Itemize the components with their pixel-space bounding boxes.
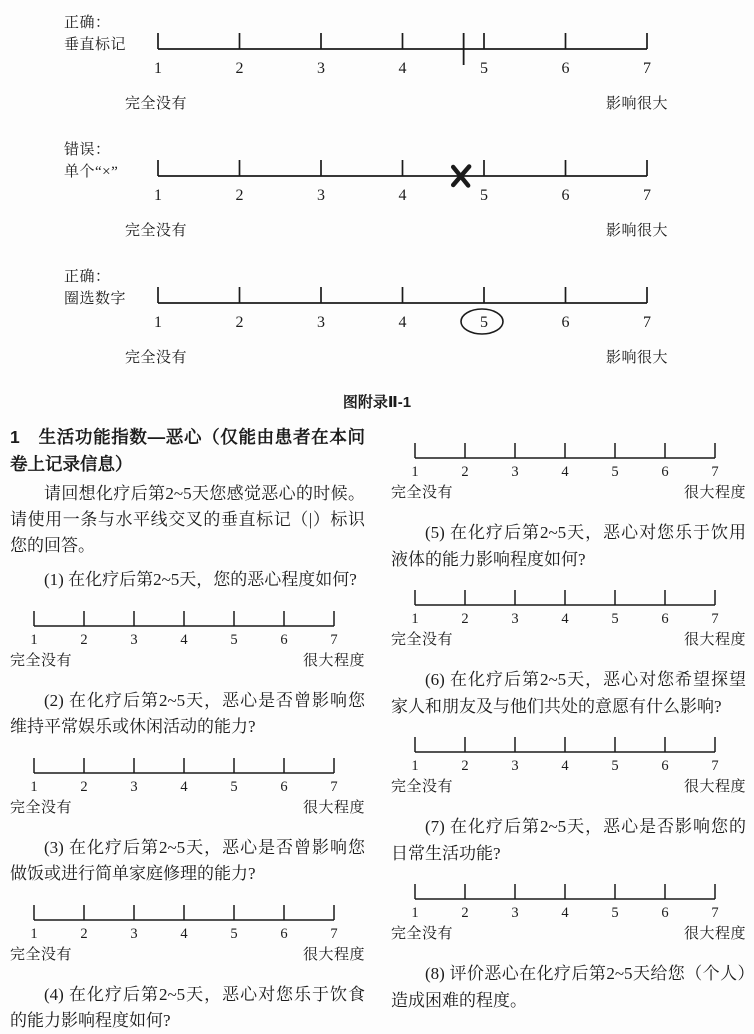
anchor-left-label: 完全没有: [391, 485, 454, 501]
rating-scale: [22, 900, 365, 940]
question-1: (1) 在化疗后第2~5天，您的恶心程度如何?: [44, 570, 357, 589]
svg-text:2: 2: [80, 925, 88, 942]
scale-anchors: [391, 922, 746, 943]
svg-text:1: 1: [30, 925, 38, 942]
example-label-line1: 错误：: [64, 142, 111, 158]
svg-text:3: 3: [511, 758, 519, 774]
anchor-left-label: 完全没有: [125, 350, 188, 366]
anchor-left-label: 完全没有: [391, 926, 454, 942]
scale-anchors: [391, 481, 746, 502]
anchor-right-label: 很大程度: [683, 485, 746, 501]
svg-text:7: 7: [330, 925, 338, 942]
svg-text:2: 2: [235, 314, 244, 331]
scale-anchors: [10, 796, 365, 817]
svg-text:5: 5: [230, 778, 238, 795]
svg-text:5: 5: [230, 925, 238, 942]
scale-anchors: [391, 775, 746, 796]
marking-examples-figure: [0, 0, 754, 367]
svg-text:2: 2: [461, 758, 469, 774]
svg-text:7: 7: [330, 631, 338, 648]
rating-scale: [403, 732, 746, 772]
svg-text:7: 7: [711, 464, 719, 480]
question-4-scale: [391, 438, 746, 502]
svg-text:7: 7: [711, 758, 719, 774]
rating-scale-vertical-mark: [154, 26, 659, 82]
anchor-left-label: 完全没有: [10, 946, 73, 963]
example-scale-block: [125, 137, 668, 240]
question-8: (8) 评价恶心在化疗后第2~5天给您（个人）造成困难的程度。: [391, 964, 746, 1010]
svg-text:4: 4: [561, 758, 569, 774]
svg-text:6: 6: [661, 464, 669, 480]
svg-text:1: 1: [411, 611, 419, 627]
example-label-line2: 圈选数字: [64, 291, 127, 307]
question-2: (2) 在化疗后第2~5天，恶心是否曾影响您维持平常娱乐或休闲活动的能力?: [10, 690, 365, 736]
svg-text:3: 3: [130, 778, 138, 795]
svg-text:5: 5: [611, 611, 619, 627]
rating-scale: [403, 438, 746, 478]
intro-paragraph: 请回想化疗后第2~5天您感觉恶心的时候。请使用一条与水平线交叉的垂直标记（|）标识您的回答。: [10, 484, 365, 555]
svg-text:5: 5: [480, 60, 488, 77]
svg-text:1: 1: [30, 778, 38, 795]
svg-text:6: 6: [661, 611, 669, 627]
svg-text:4: 4: [398, 314, 407, 331]
svg-text:4: 4: [398, 187, 407, 204]
scale-anchors: [125, 92, 668, 113]
question-6: (6) 在化疗后第2~5天，恶心对您希望探望家人和朋友及与他们共处的意愿有什么影响?: [391, 670, 746, 716]
anchor-right-label: 很大程度: [683, 632, 746, 648]
svg-text:2: 2: [461, 905, 469, 921]
svg-text:3: 3: [317, 314, 325, 331]
svg-text:1: 1: [154, 314, 162, 331]
svg-text:1: 1: [411, 905, 419, 921]
scale-anchors: [10, 649, 365, 670]
example-wrong-x-mark: [64, 137, 754, 240]
svg-text:4: 4: [180, 778, 188, 795]
svg-text:3: 3: [130, 925, 138, 942]
right-column: [391, 424, 746, 1034]
svg-text:5: 5: [611, 905, 619, 921]
svg-text:4: 4: [561, 464, 569, 480]
svg-text:3: 3: [511, 611, 519, 627]
scale-anchors: [391, 628, 746, 649]
anchor-right-label: 影响很大: [605, 223, 668, 239]
question-7: (7) 在化疗后第2~5天，恶心是否影响您的日常生活功能?: [391, 817, 746, 863]
anchor-left-label: 完全没有: [125, 96, 188, 112]
svg-text:2: 2: [235, 187, 244, 204]
example-label-line1: 正确：: [64, 15, 111, 31]
svg-text:7: 7: [711, 611, 719, 627]
svg-text:4: 4: [561, 905, 569, 921]
example-correct-circled-number: [64, 264, 754, 367]
anchor-right-label: 很大程度: [302, 652, 365, 669]
svg-text:3: 3: [511, 905, 519, 921]
svg-text:6: 6: [561, 314, 570, 331]
svg-text:6: 6: [280, 778, 288, 795]
svg-text:2: 2: [235, 60, 244, 77]
svg-text:2: 2: [461, 611, 469, 627]
example-scale-block: [125, 264, 668, 367]
question-5-scale: [391, 585, 746, 649]
rating-scale: [403, 879, 746, 919]
figure-caption: 图附录Ⅱ-1: [342, 394, 412, 411]
svg-text:4: 4: [561, 611, 569, 627]
svg-text:7: 7: [330, 778, 338, 795]
svg-text:7: 7: [643, 60, 651, 77]
svg-text:3: 3: [317, 187, 325, 204]
example-correct-vertical-mark: [64, 10, 754, 113]
svg-text:1: 1: [411, 464, 419, 480]
svg-text:4: 4: [180, 925, 188, 942]
svg-text:6: 6: [661, 905, 669, 921]
example-label-line2: 单个“×”: [64, 164, 119, 180]
rating-scale: [22, 753, 365, 793]
anchor-left-label: 完全没有: [391, 632, 454, 648]
anchor-right-label: 影响很大: [605, 350, 668, 366]
example-scale-block: [125, 10, 668, 113]
svg-text:6: 6: [561, 187, 570, 204]
svg-text:3: 3: [511, 464, 519, 480]
svg-text:7: 7: [643, 314, 651, 331]
svg-text:5: 5: [480, 187, 488, 204]
svg-text:5: 5: [611, 758, 619, 774]
anchor-left-label: 完全没有: [10, 652, 73, 669]
svg-text:6: 6: [280, 631, 288, 648]
svg-text:1: 1: [30, 631, 38, 648]
rating-scale: [403, 585, 746, 625]
scale-anchors: [125, 219, 668, 240]
questionnaire-body: [0, 424, 754, 1034]
svg-text:2: 2: [80, 778, 88, 795]
question-1-scale: [10, 606, 365, 670]
svg-text:4: 4: [180, 631, 188, 648]
svg-text:3: 3: [317, 60, 325, 77]
anchor-right-label: 很大程度: [302, 799, 365, 816]
question-2-scale: [10, 753, 365, 817]
question-7-scale: [391, 879, 746, 943]
svg-text:1: 1: [154, 187, 162, 204]
question-3-scale: [10, 900, 365, 964]
rating-scale: [22, 606, 365, 646]
example-label-line2: 垂直标记: [64, 37, 127, 53]
section-heading: 1 生活功能指数—恶心（仅能由患者在本问卷上记录信息）: [10, 427, 365, 474]
svg-text:2: 2: [80, 631, 88, 648]
question-3: (3) 在化疗后第2~5天，恶心是否曾影响您做饭或进行简单家庭修理的能力?: [10, 837, 365, 883]
question-4: (4) 在化疗后第2~5天，恶心对您乐于饮食的能力影响程度如何?: [10, 984, 365, 1030]
svg-text:7: 7: [711, 905, 719, 921]
svg-text:1: 1: [154, 60, 162, 77]
question-5: (5) 在化疗后第2~5天，恶心对您乐于饮用液体的能力影响程度如何?: [391, 523, 746, 569]
scale-anchors: [10, 943, 365, 964]
anchor-left-label: 完全没有: [10, 799, 73, 816]
svg-text:6: 6: [280, 925, 288, 942]
svg-text:4: 4: [398, 60, 407, 77]
left-column: [10, 424, 365, 1034]
svg-text:6: 6: [561, 60, 570, 77]
svg-text:1: 1: [411, 758, 419, 774]
anchor-right-label: 影响很大: [605, 96, 668, 112]
example-label-line1: 正确：: [64, 269, 111, 285]
svg-text:5: 5: [480, 314, 488, 331]
svg-text:3: 3: [130, 631, 138, 648]
anchor-left-label: 完全没有: [391, 779, 454, 795]
scale-anchors: [125, 346, 668, 367]
question-6-scale: [391, 732, 746, 796]
svg-text:5: 5: [230, 631, 238, 648]
svg-text:5: 5: [611, 464, 619, 480]
svg-text:6: 6: [661, 758, 669, 774]
svg-text:7: 7: [643, 187, 651, 204]
rating-scale-circled-number: [154, 280, 659, 336]
anchor-right-label: 很大程度: [683, 779, 746, 795]
anchor-left-label: 完全没有: [125, 223, 188, 239]
rating-scale-x-mark: [154, 153, 659, 209]
anchor-right-label: 很大程度: [302, 946, 365, 963]
svg-text:2: 2: [461, 464, 469, 480]
anchor-right-label: 很大程度: [683, 926, 746, 942]
